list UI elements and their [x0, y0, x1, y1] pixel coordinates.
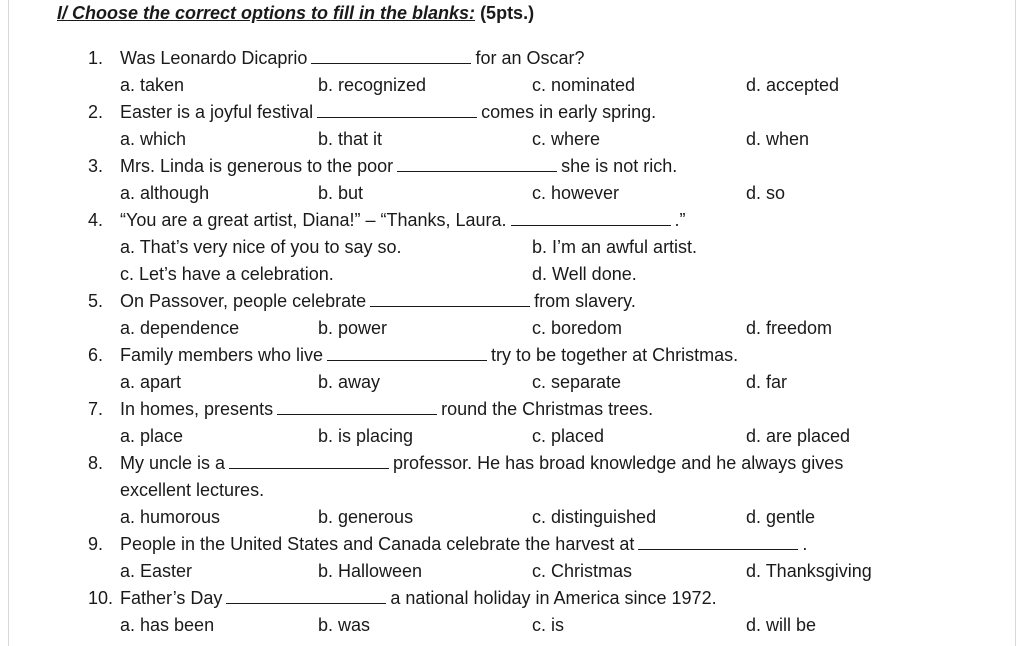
question-stem: Father’s Day: [120, 588, 223, 608]
question-tail: .”: [674, 210, 686, 230]
question-text: [120, 344, 738, 366]
answer-option[interactable]: a. dependence: [120, 318, 240, 338]
answer-option[interactable]: c. distinguished: [532, 507, 657, 527]
question-tail: .: [802, 534, 808, 554]
question-number: 6.: [88, 345, 104, 365]
question-stem: People in the United States and Canada celebrate the harvest at: [120, 534, 635, 554]
question-text: [120, 452, 843, 474]
question-text: [120, 101, 656, 123]
answer-option[interactable]: a. taken: [120, 75, 185, 95]
question-text: [120, 47, 584, 69]
answer-option[interactable]: b. generous: [318, 507, 414, 527]
question-tail: professor. He has broad knowledge and he always gives: [393, 453, 844, 473]
answer-option[interactable]: b. but: [318, 183, 364, 203]
question-number: 2.: [88, 102, 104, 122]
question-tail: from slavery.: [534, 291, 636, 311]
question-number: 10.: [88, 588, 114, 608]
question-stem: Mrs. Linda is generous to the poor: [120, 156, 394, 176]
answer-option[interactable]: d. Well done.: [532, 264, 637, 284]
question-text: [120, 290, 636, 312]
question-tail: a national holiday in America since 1972.: [390, 588, 717, 608]
answer-blank[interactable]: [370, 291, 530, 307]
question-tail: round the Christmas trees.: [441, 399, 654, 419]
answer-option[interactable]: c. Let’s have a celebration.: [120, 264, 334, 284]
answer-option[interactable]: d. are placed: [746, 426, 851, 446]
heading-instruction: I/ Choose the correct options to fill in the blanks:: [57, 3, 476, 23]
question-text: [120, 398, 653, 420]
question-text: [120, 587, 717, 609]
answer-blank[interactable]: [311, 48, 471, 64]
answer-option[interactable]: c. boredom: [532, 318, 623, 338]
heading-points: (5pts.): [480, 3, 535, 23]
answer-option[interactable]: b. I’m an awful artist.: [532, 237, 698, 257]
answer-option[interactable]: b. power: [318, 318, 388, 338]
question-stem: On Passover, people celebrate: [120, 291, 367, 311]
section-heading: [57, 3, 534, 24]
answer-option[interactable]: a. apart: [120, 372, 182, 392]
question-number: 7.: [88, 399, 104, 419]
question-number: 8.: [88, 453, 104, 473]
answer-blank[interactable]: [511, 210, 671, 226]
answer-option[interactable]: d. freedom: [746, 318, 833, 338]
answer-option[interactable]: d. will be: [746, 615, 817, 635]
answer-option[interactable]: a. That’s very nice of you to say so.: [120, 237, 402, 257]
answer-option[interactable]: c. however: [532, 183, 620, 203]
question-tail: comes in early spring.: [481, 102, 657, 122]
answer-option[interactable]: a. place: [120, 426, 184, 446]
answer-blank[interactable]: [277, 399, 437, 415]
answer-option[interactable]: c. placed: [532, 426, 605, 446]
question-text: [120, 533, 807, 555]
answer-option[interactable]: a. although: [120, 183, 210, 203]
question-stem: Family members who live: [120, 345, 324, 365]
answer-option[interactable]: b. is placing: [318, 426, 414, 446]
question-number: 3.: [88, 156, 104, 176]
answer-blank[interactable]: [229, 453, 389, 469]
answer-option[interactable]: d. accepted: [746, 75, 840, 95]
answer-blank[interactable]: [317, 102, 477, 118]
answer-option[interactable]: d. when: [746, 129, 810, 149]
answer-blank[interactable]: [397, 156, 557, 172]
answer-option[interactable]: b. Halloween: [318, 561, 423, 581]
answer-option[interactable]: c. is: [532, 615, 565, 635]
question-number: 5.: [88, 291, 104, 311]
answer-option[interactable]: a. humorous: [120, 507, 221, 527]
answer-option[interactable]: c. separate: [532, 372, 622, 392]
question-number: 1.: [88, 48, 104, 68]
answer-option[interactable]: b. recognized: [318, 75, 427, 95]
question-stem: Easter is a joyful festival: [120, 102, 314, 122]
answer-option[interactable]: a. has been: [120, 615, 215, 635]
question-stem: My uncle is a: [120, 453, 226, 473]
answer-blank[interactable]: [638, 534, 798, 550]
question-stem: “You are a great artist, Diana!” – “Thanks, Laura.: [120, 210, 507, 230]
question-tail: she is not rich.: [561, 156, 678, 176]
answer-blank[interactable]: [327, 345, 487, 361]
answer-option[interactable]: d. Thanksgiving: [746, 561, 872, 581]
answer-blank[interactable]: [226, 588, 386, 604]
answer-option[interactable]: c. where: [532, 129, 601, 149]
question-stem: In homes, presents: [120, 399, 274, 419]
answer-option[interactable]: d. so: [746, 183, 786, 203]
answer-option[interactable]: b. that it: [318, 129, 383, 149]
answer-option[interactable]: b. was: [318, 615, 371, 635]
question-text: [120, 155, 677, 177]
answer-option[interactable]: c. nominated: [532, 75, 636, 95]
question-stem: Was Leonardo Dicaprio: [120, 48, 308, 68]
question-number: 4.: [88, 210, 104, 230]
question-tail: for an Oscar?: [475, 48, 585, 68]
answer-option[interactable]: d. gentle: [746, 507, 816, 527]
answer-option[interactable]: b. away: [318, 372, 381, 392]
question-number: 9.: [88, 534, 104, 554]
answer-option[interactable]: c. Christmas: [532, 561, 633, 581]
answer-option[interactable]: d. far: [746, 372, 788, 392]
question-tail: try to be together at Christmas.: [491, 345, 739, 365]
answer-option[interactable]: a. Easter: [120, 561, 193, 581]
question-text: [120, 209, 686, 231]
answer-option[interactable]: a. which: [120, 129, 187, 149]
question-continuation: excellent lectures.: [120, 480, 265, 500]
